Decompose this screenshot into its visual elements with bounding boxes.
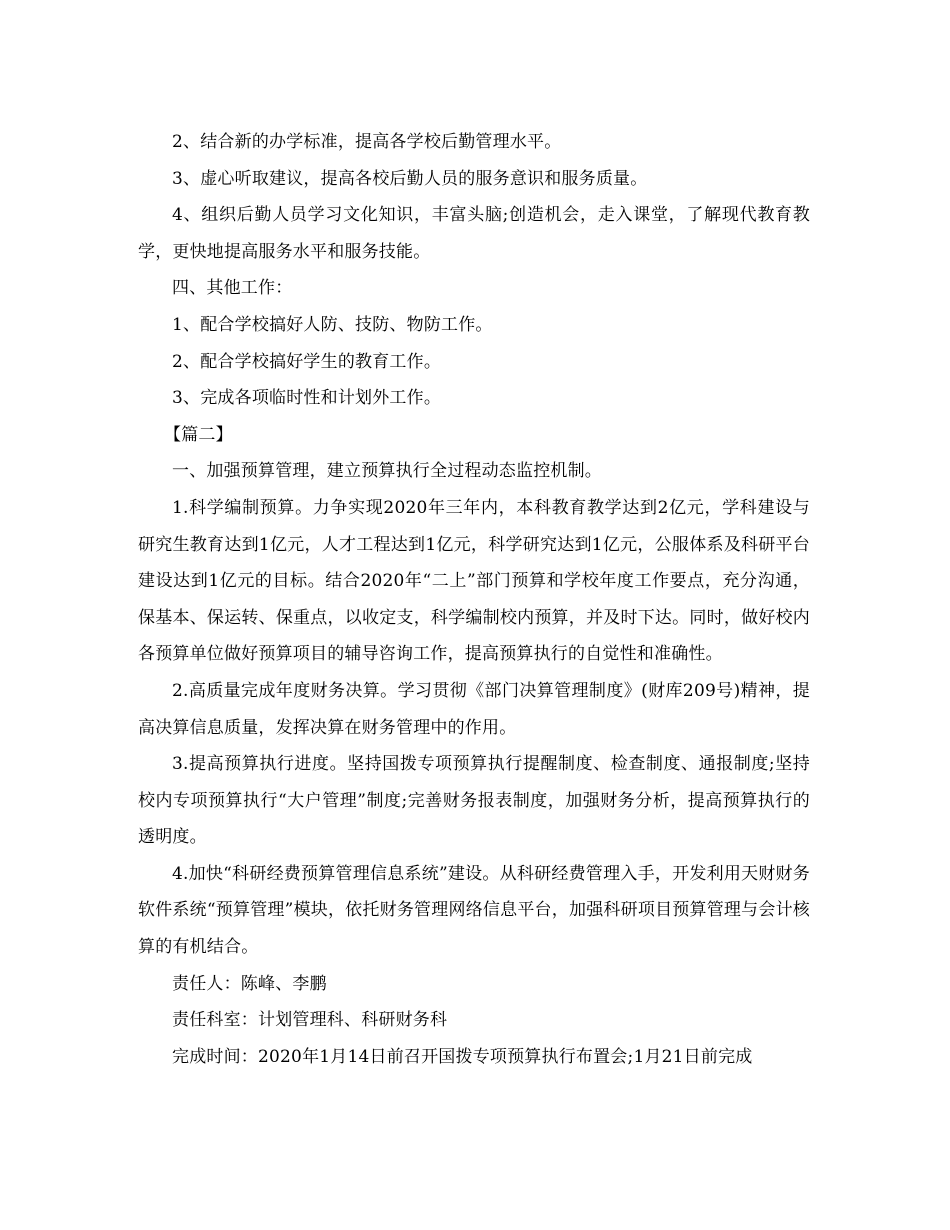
part-marker: 【篇二】 bbox=[164, 424, 233, 445]
section-heading: 四、其他工作： bbox=[172, 278, 293, 299]
paragraph: 1、配合学校搞好人防、技防、物防工作。 bbox=[172, 314, 493, 335]
paragraph: 2、结合新的办学标准，提高各学校后勤管理水平。 bbox=[172, 132, 562, 152]
paragraph: 3、完成各项临时性和计划外工作。 bbox=[172, 388, 442, 409]
section-heading: 一、加强预算管理，建立预算执行全过程动态监控机制。 bbox=[172, 461, 602, 482]
paragraph: 2.高质量完成年度财务决算。学习贯彻《部门决算管理制度》(财库209号)精神，提高决算信息质量，发挥决算在财务管理中的作用。 bbox=[138, 680, 810, 738]
paragraph: 4、组织后勤人员学习文化知识，丰富头脑;创造机会，走入课堂，了解现代教育教学，更快地提高服务水平和服务技能。 bbox=[138, 205, 810, 262]
document-body bbox=[138, 124, 810, 1075]
paragraph: 3、虚心听取建议，提高各校后勤人员的服务意识和服务质量。 bbox=[172, 168, 648, 189]
responsible-person: 责任人：陈峰、李鹏 bbox=[172, 973, 327, 994]
paragraph: 4.加快“科研经费预算管理信息系统”建设。从科研经费管理入手，开发利用天财财务软件系统“预算管理”模块，依托财务管理网络信息平台，加强科研项目预算管理与会计核算的有机结合。 bbox=[138, 863, 810, 958]
responsible-department: 责任科室：计划管理科、科研财务科 bbox=[172, 1010, 448, 1031]
paragraph: 1.科学编制预算。力争实现2020年三年内，本科教育教学达到2亿元，学科建设与研究生教育达到1亿元，人才工程达到1亿元，科学研究达到1亿元，公服体系及科研平台建设达到1亿元的目标。结合2020年“二上”部门预算和学校年度工作要点，充分沟通，保基本、保运转、保重点，以收定支，科学编制校内预算，并及时下达。同时，做好校内各预算单位做好预算项目的辅导咨询工作，提高预算执行的自觉性和准确性。 bbox=[138, 497, 810, 665]
completion-time: 完成时间：2020年1月14日前召开国拨专项预算执行布置会;1月21日前完成 bbox=[172, 1046, 753, 1067]
paragraph: 3.提高预算执行进度。坚持国拨专项预算执行提醒制度、检查制度、通报制度;坚持校内专项预算执行“大户管理”制度;完善财务报表制度，加强财务分析，提高预算执行的透明度。 bbox=[138, 754, 810, 848]
paragraph: 2、配合学校搞好学生的教育工作。 bbox=[172, 351, 442, 372]
